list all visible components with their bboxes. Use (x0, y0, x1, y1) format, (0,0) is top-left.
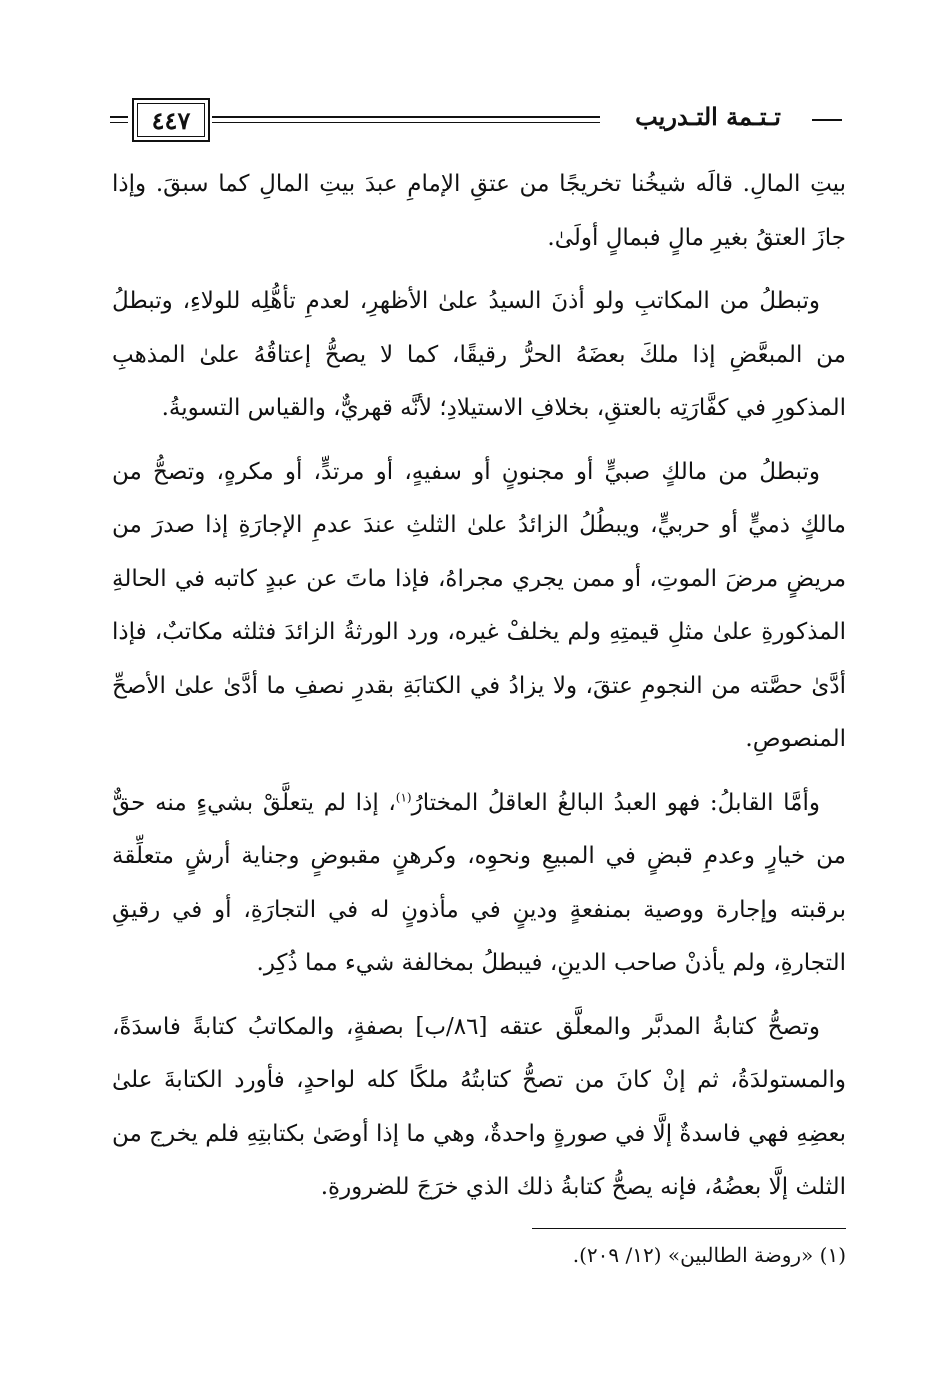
header-rule-middle (212, 116, 600, 118)
paragraph (112, 777, 846, 991)
text-line: وتبطلُ من مالكٍ صبيٍّ أو مجنونٍ أو سفيهٍ، أو مرتدٍّ، أو مكرهٍ، وتصحُّ من (112, 458, 820, 485)
text-line: مريضٍ مرضَ الموتِ، أو ممن يجري مجراهُ، فإذا ماتَ عن عبدٍ كاتبه في (174, 565, 847, 592)
text-line: وتصحُّ كتابةُ المدبَّر والمعلَّق عتقه [٨٦/ب] بصفةٍ، والمكاتبُ كتابةً (192, 1013, 820, 1040)
text-line: متعلِّقة برقبته وإجارة ووصية بمنفعةٍ ودينٍ في مأذونٍ له في التجارَةِ، أو في (112, 843, 846, 923)
paragraph (112, 446, 846, 767)
running-header (110, 92, 846, 152)
text-line: فاسدَةً، والمستولدَةُ، ثم إنْ كانَ من تصحُّ كتابتُهُ ملكًا كله لواحدٍ، فأورد (112, 1013, 846, 1093)
text-line: رقيقِ التجارةِ، ولم يأذنْ صاحب الدينِ، فيبطلُ بمخالفة شيء مما ذُكِر. (112, 896, 846, 976)
header-rule-left (110, 116, 128, 118)
footnote: (١) «روضة الطالبين» (١٢/ ٢٠٩). (572, 1243, 846, 1267)
text-line: وإذا جازَ العتقُ بغيرِ مالٍ فبمالٍ أولَىٰ. (112, 171, 846, 251)
text-line: الحالةِ المذكورةِ علىٰ مثلِ قيمتِهِ ولم يخلفْ غيره، ورد الورثةُ الزائدَ فثلثه (112, 565, 847, 645)
text-line: التسويةُ. (161, 395, 241, 421)
text-line: المذهبِ المذكورِ في كفَّارَتِه بالعتقِ، بخلافِ الاستيلادِ؛ لأنَّه قهريٌّ، والقياس (112, 341, 846, 421)
text-line: وتبطلُ من المبعَّضِ إذا ملكَ بعضَهُ الحرُّ رقيقًا، كما لا يصحُّ إعتاقُهُ علىٰ (112, 288, 847, 368)
main-text (112, 158, 846, 1215)
paragraph (112, 1001, 846, 1215)
text-line: مالكٍ ذميٍّ أو حربيٍّ، ويبطُلُ الزائدُ علىٰ الثلثِ عندَ عدمِ الإجارَةِ إذا صدرَ من (112, 512, 846, 538)
text-line: وتبطلُ من المكاتبِ ولو أذنَ السيدُ علىٰ الأظهرِ، لعدمِ تأهُّلِه للولاءِ، (182, 288, 820, 314)
text-line: حقٌّ من خيارٍ وعدمِ قبضٍ في المبيعِ ونحوِه، وكرهنٍ مقبوضٍ وجناية أرشٍ (112, 789, 846, 869)
text-line: ، إذا لم يتعلَّقْ بشيءٍ منه (155, 789, 396, 816)
header-rule-right (812, 119, 842, 121)
text-line: الكتابةَ علىٰ بعضِهِ فهي فاسدةٌ إلَّا في صورةٍ واحدةٌ، وهي ما إذا أوصَىٰ بكتابتِهِ (112, 1067, 846, 1147)
text-line: وأمَّا القابلُ: فهو العبدُ البالغُ العاقلُ المختارُ (411, 789, 821, 816)
footnote-separator (532, 1228, 846, 1229)
page-number: ٤٤٧ (151, 105, 191, 135)
text-line: بيتِ المالِ. قالَه شيخُنا تخريجًا من عتقِ الإمامِ عبدَ بيتِ المالِ كما سبقَ. (155, 171, 846, 197)
header-rule-middle-thin (212, 122, 600, 123)
text-line: أدَّىٰ علىٰ الأصحِّ المنصوصِ. (112, 672, 846, 752)
text-line: مكاتبٌ، فإذا أدَّىٰ حصَّته من النجومِ عتقَ، ولا يزادُ في الكتابَةِ بقدرِ نصفِ ما (112, 619, 846, 699)
page-number-frame (132, 98, 210, 142)
text-line: فلم يخرج من الثلث إلَّا بعضُهُ، فإنه يصحُّ كتابةُ ذلك الذي خرَجَ للضرورةِ. (111, 1120, 846, 1200)
header-rule-left-thin (110, 122, 128, 123)
footnote-reference[interactable]: (١) (395, 789, 412, 804)
running-title: تـتـمة التـدريب (635, 102, 781, 131)
paragraph (112, 275, 846, 436)
paragraph (112, 158, 846, 265)
